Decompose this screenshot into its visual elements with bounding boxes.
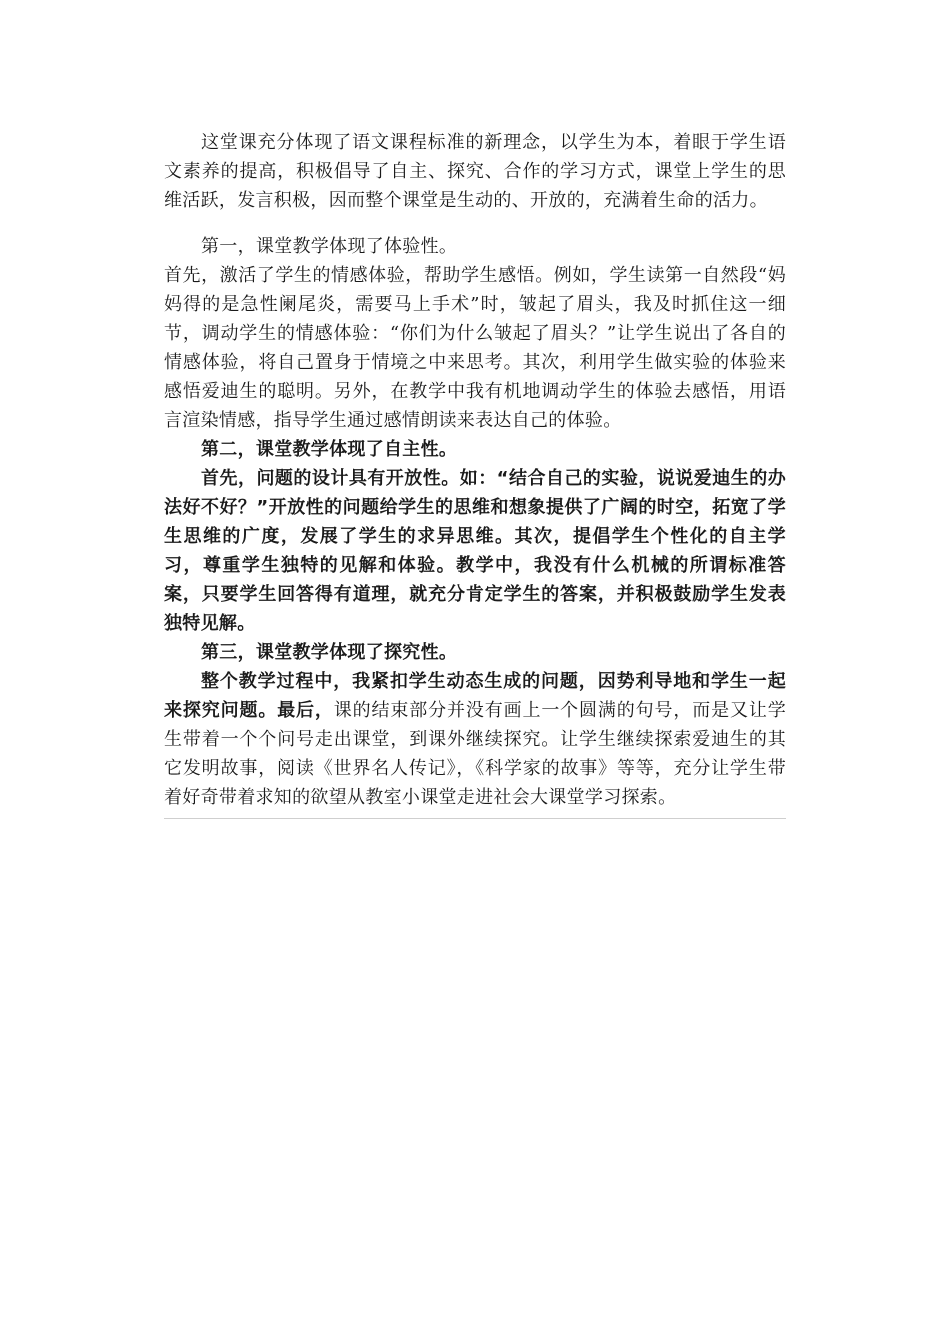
section-heading-experience: 第一，课堂教学体现了体验性。 xyxy=(201,236,458,257)
inquiry-paragraph-bold-part: 整个教学过程中，我紧扣学生动态生成的问题，因势利导地和学生一起来探究问题。最后， xyxy=(164,671,786,721)
document-body xyxy=(164,128,786,819)
section-heading-inquiry: 第三，课堂教学体现了探究性。 xyxy=(201,642,458,663)
bottom-divider xyxy=(164,818,786,819)
inquiry-paragraph xyxy=(164,667,786,812)
autonomy-paragraph: 首先，问题的设计具有开放性。如：“结合自己的实验，说说爱迪生的办法好不好？”开放性的问题给学生的思维和想象提供了广阔的时空，拓宽了学生思维的广度，发展了学生的求异思维。其次，提倡学生个性化的自主学习，尊重学生独特的见解和体验。教学中，我没有什么机械的所谓标准答案，只要学生回答得有道理，就充分肯定学生的答案，并积极鼓励学生发表独特见解。 xyxy=(164,468,786,634)
section-heading-autonomy: 第二，课堂教学体现了自主性。 xyxy=(201,439,458,460)
inquiry-paragraph-regular-part: 课的结束部分并没有画上一个圆满的句号，而是又让学生带着一个个问号走出课堂，到课外继续探究。让学生继续探索爱迪生的其它发明故事，阅读《世界名人传记》，《科学家的故事》等等，充分让学生带着好奇带着求知的欲望从教室小课堂走进社会大课堂学习探索。 xyxy=(164,700,786,808)
experience-paragraph: 首先，激活了学生的情感体验，帮助学生感悟。例如，学生读第一自然段“妈妈得的是急性阑尾炎，需要马上手术”时，皱起了眉头，我及时抓住这一细节，调动学生的情感体验：“你们为什么皱起了眉头？”让学生说出了各自的情感体验，将自己置身于情境之中来思考。其次，利用学生做实验的体验来感悟爱迪生的聪明。另外，在教学中我有机地调动学生的体验去感悟，用语言渲染情感，指导学生通过感情朗读来表达自己的体验。 xyxy=(164,265,786,431)
intro-paragraph: 这堂课充分体现了语文课程标准的新理念，以学生为本，着眼于学生语文素养的提高，积极倡导了自主、探究、合作的学习方式，课堂上学生的思维活跃，发言积极，因而整个课堂是生动的、开放的，充满着生命的活力。 xyxy=(164,132,786,211)
